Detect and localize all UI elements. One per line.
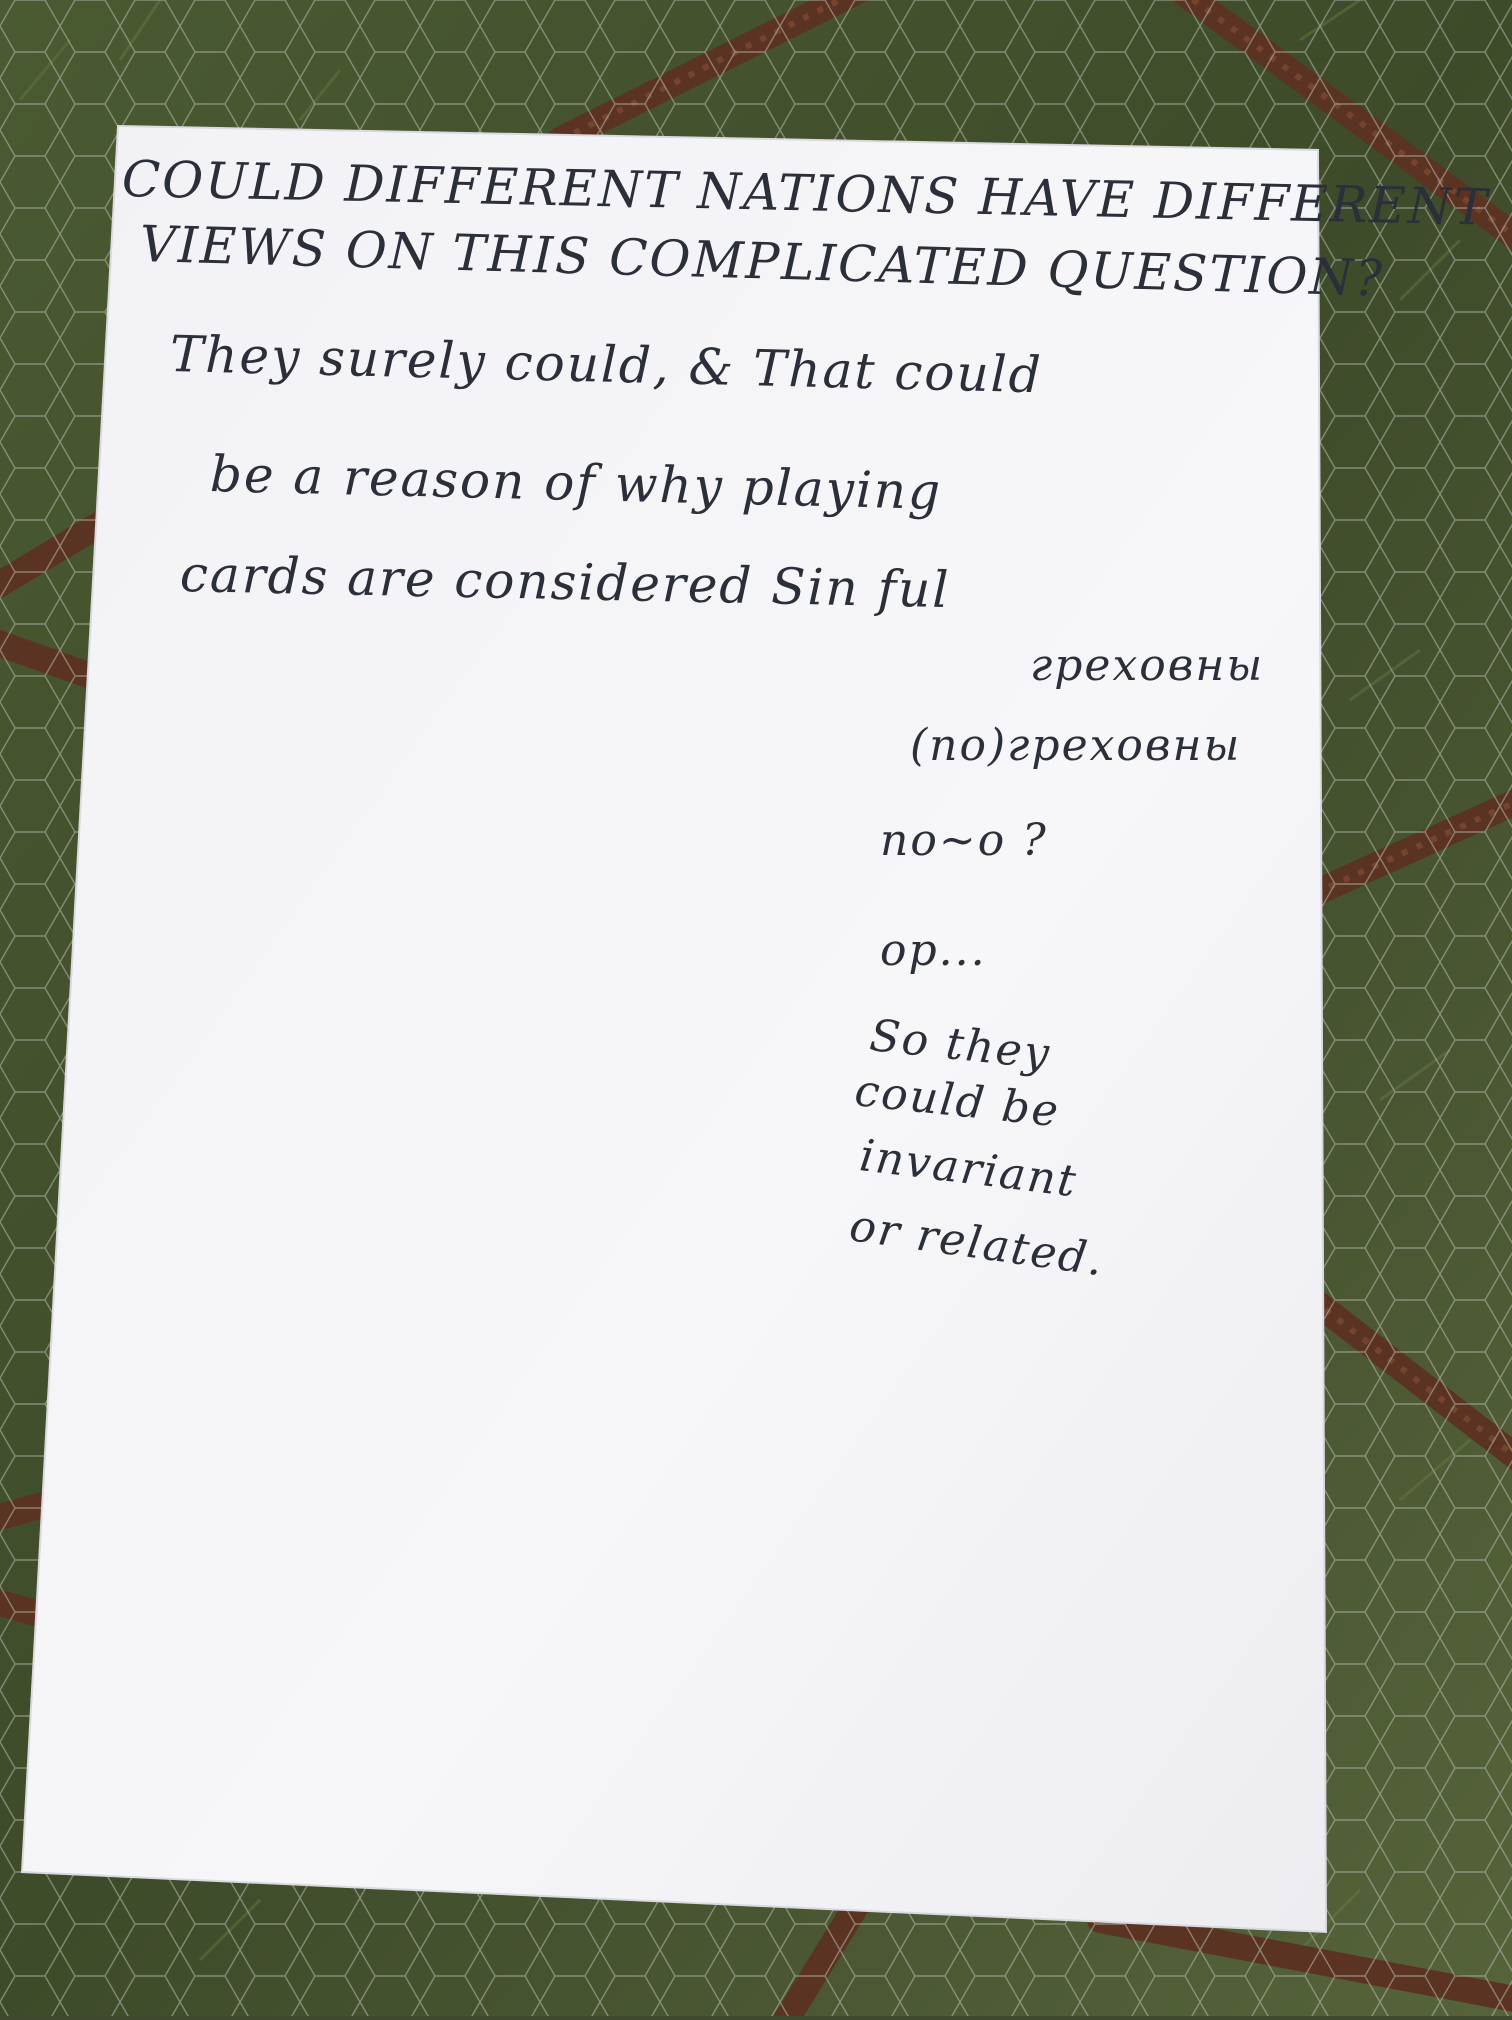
- note-side-line-6: could be: [852, 1065, 1063, 1138]
- note-side-line-3: по~о ?: [880, 815, 1048, 866]
- note-side-line-5: So they: [867, 1010, 1054, 1080]
- note-side-line-7: invariant: [856, 1130, 1081, 1208]
- note-side-line-1: греховны: [1030, 640, 1265, 691]
- note-side-line-4: ор...: [880, 925, 987, 976]
- note-side-line-8: or related.: [846, 1200, 1108, 1287]
- note-line-4: be a reason of why playing: [209, 445, 943, 521]
- note-line-1: COULD DIFFERENT NATIONS HAVE DIFFERENT: [121, 150, 1490, 237]
- note-line-3: They surely could, & That could: [169, 325, 1044, 405]
- note-line-5: cards are considered Sin ful: [179, 545, 951, 620]
- note-side-line-2: (по)греховны: [910, 720, 1242, 771]
- note-line-2: VIEWS ON THIS COMPLICATED QUESTION?: [139, 215, 1385, 308]
